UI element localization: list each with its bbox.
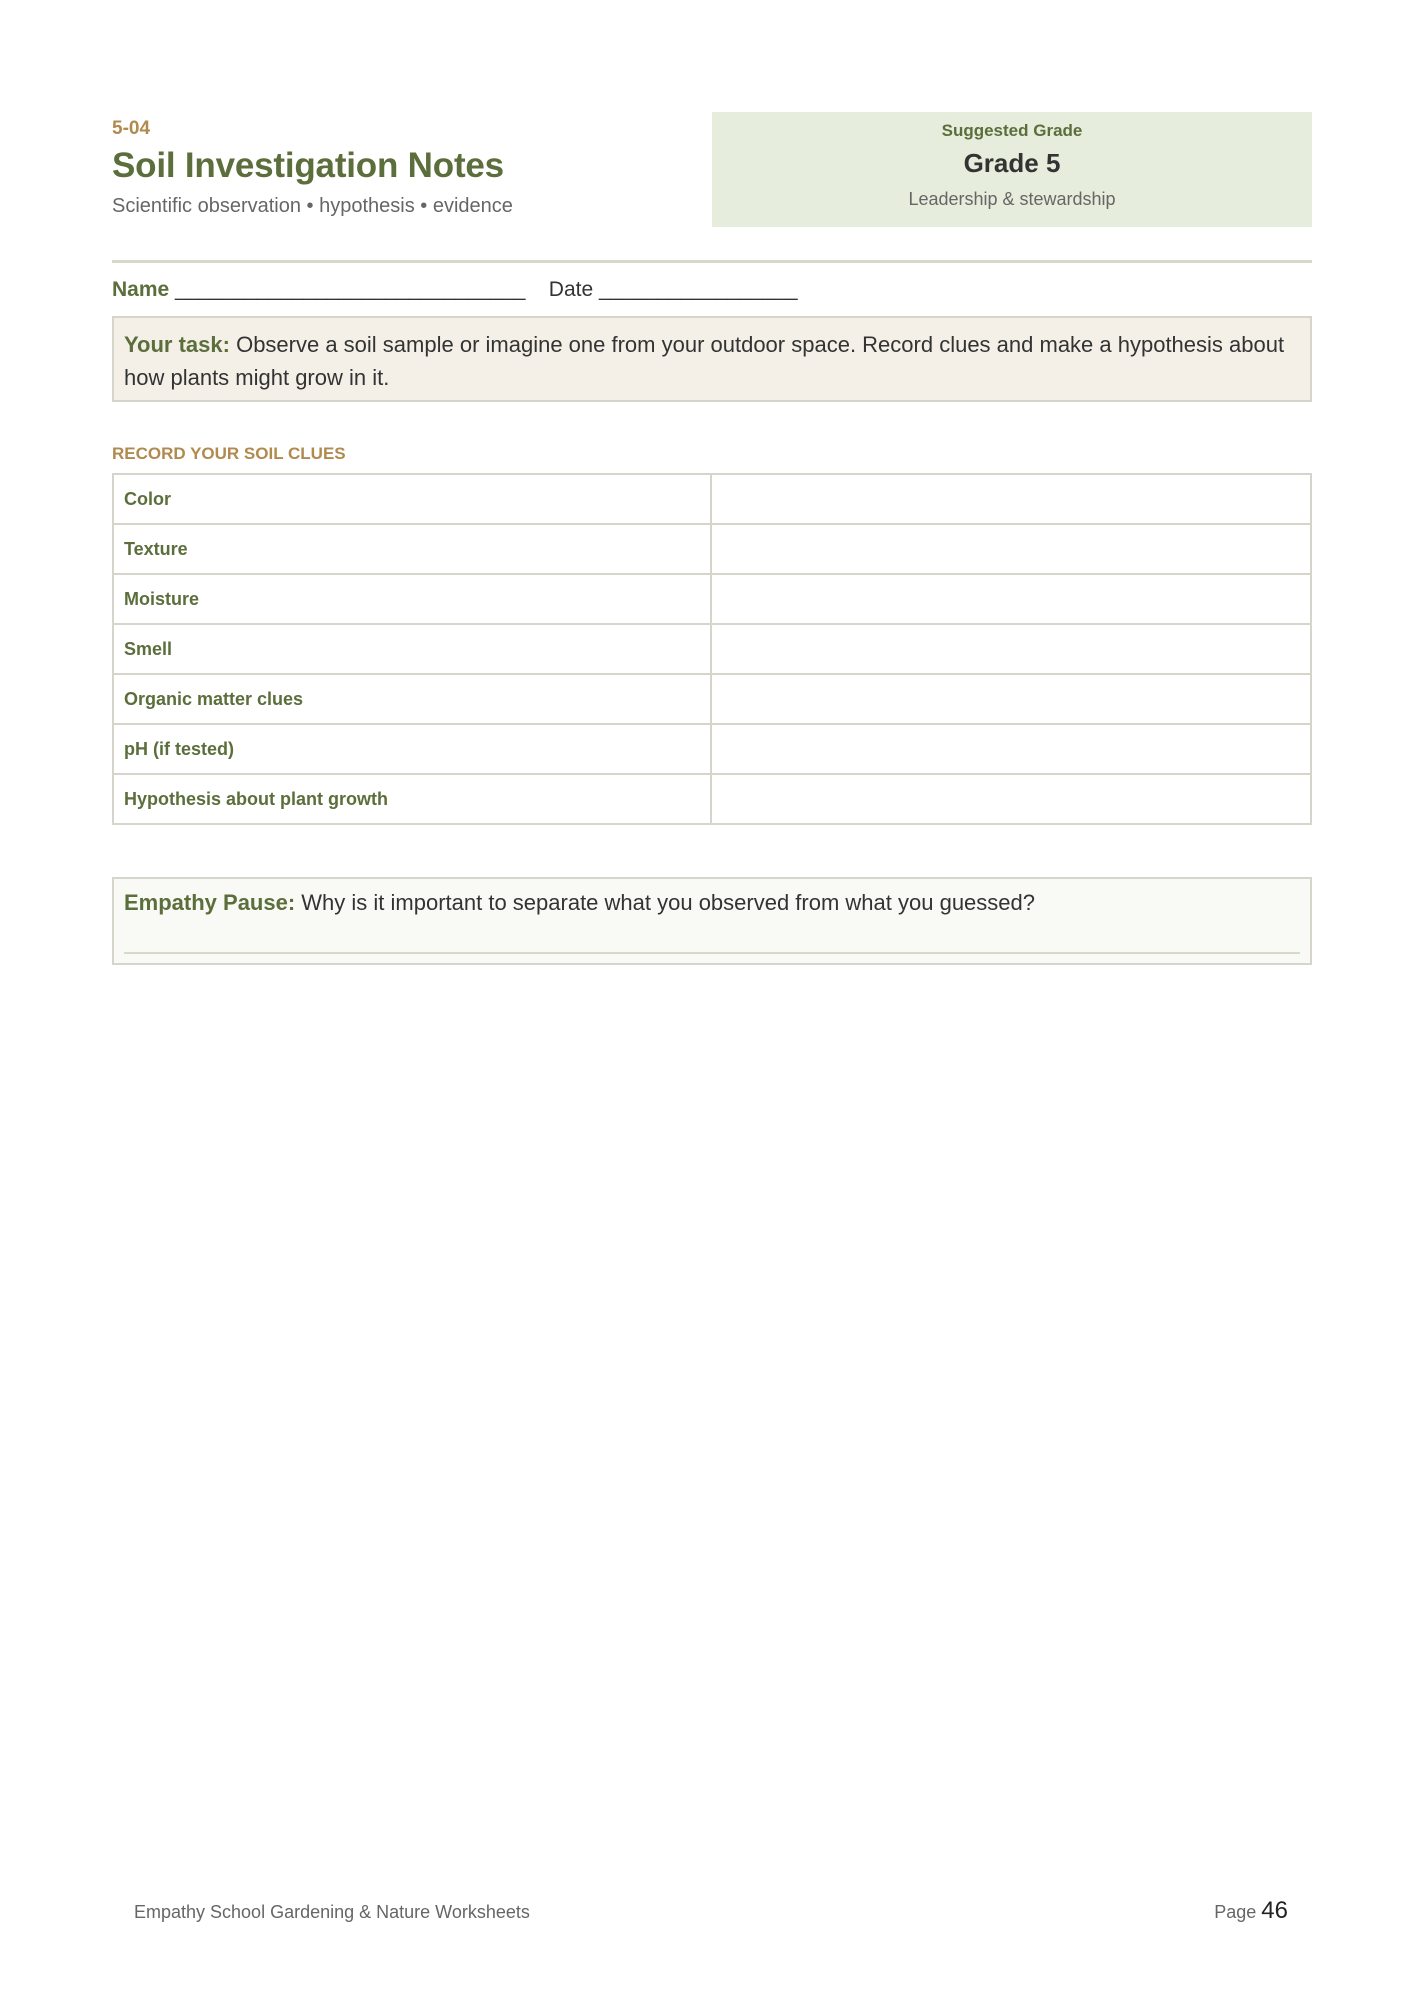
name-label: Name [112, 278, 170, 301]
table-row [113, 674, 1311, 724]
header-divider [112, 260, 1312, 263]
task-text [124, 328, 1294, 394]
clue-answer-cell[interactable] [711, 724, 1311, 774]
grade-box [712, 112, 1312, 227]
empathy-answer-line[interactable] [124, 952, 1300, 954]
table-row [113, 774, 1311, 824]
name-date-line [112, 278, 798, 302]
clue-answer-cell[interactable] [711, 474, 1311, 524]
clue-label: Hypothesis about plant growth [113, 774, 711, 824]
clue-label: Organic matter clues [113, 674, 711, 724]
empathy-question: Why is it important to separate what you observed from what you guessed? [301, 890, 1035, 915]
clue-label: pH (if tested) [113, 724, 711, 774]
date-label: Date [548, 278, 594, 301]
clues-table [112, 473, 1312, 825]
page-subtitle: Scientific observation • hypothesis • evidence [112, 195, 513, 217]
grade-description: Leadership & stewardship [908, 189, 1116, 209]
clue-label: Color [113, 474, 711, 524]
table-row [113, 574, 1311, 624]
table-row [113, 474, 1311, 524]
table-row [113, 724, 1311, 774]
task-label: Your task: [124, 332, 230, 357]
table-row [113, 624, 1311, 674]
task-description: Observe a soil sample or imagine one from your outdoor space. Record clues and make a hypothesis about how plants might grow in it. [124, 332, 1285, 390]
clue-answer-cell[interactable] [711, 624, 1311, 674]
page-number [1214, 1897, 1288, 1925]
clue-answer-cell[interactable] [711, 574, 1311, 624]
date-field[interactable]: _________________ [598, 278, 798, 301]
clue-answer-cell[interactable] [711, 774, 1311, 824]
footer-text: Empathy School Gardening & Nature Worksheets [134, 1902, 530, 1922]
name-field[interactable]: ______________________________ [175, 278, 526, 301]
page-number-value: 46 [1261, 1897, 1288, 1924]
clue-answer-cell[interactable] [711, 674, 1311, 724]
empathy-pause-box [112, 877, 1312, 965]
clue-label: Moisture [113, 574, 711, 624]
page-title: Soil Investigation Notes [112, 146, 504, 185]
page-label: Page [1214, 1902, 1257, 1922]
grade-value: Grade 5 [963, 148, 1061, 178]
clue-label: Smell [113, 624, 711, 674]
empathy-label: Empathy Pause: [124, 890, 296, 915]
task-box [112, 316, 1312, 402]
clue-label: Texture [113, 524, 711, 574]
grade-label: Suggested Grade [941, 121, 1083, 140]
table-row [113, 524, 1311, 574]
empathy-text [124, 888, 1310, 918]
clues-heading: RECORD YOUR SOIL CLUES [112, 444, 346, 463]
worksheet-code: 5-04 [112, 118, 151, 139]
clue-answer-cell[interactable] [711, 524, 1311, 574]
